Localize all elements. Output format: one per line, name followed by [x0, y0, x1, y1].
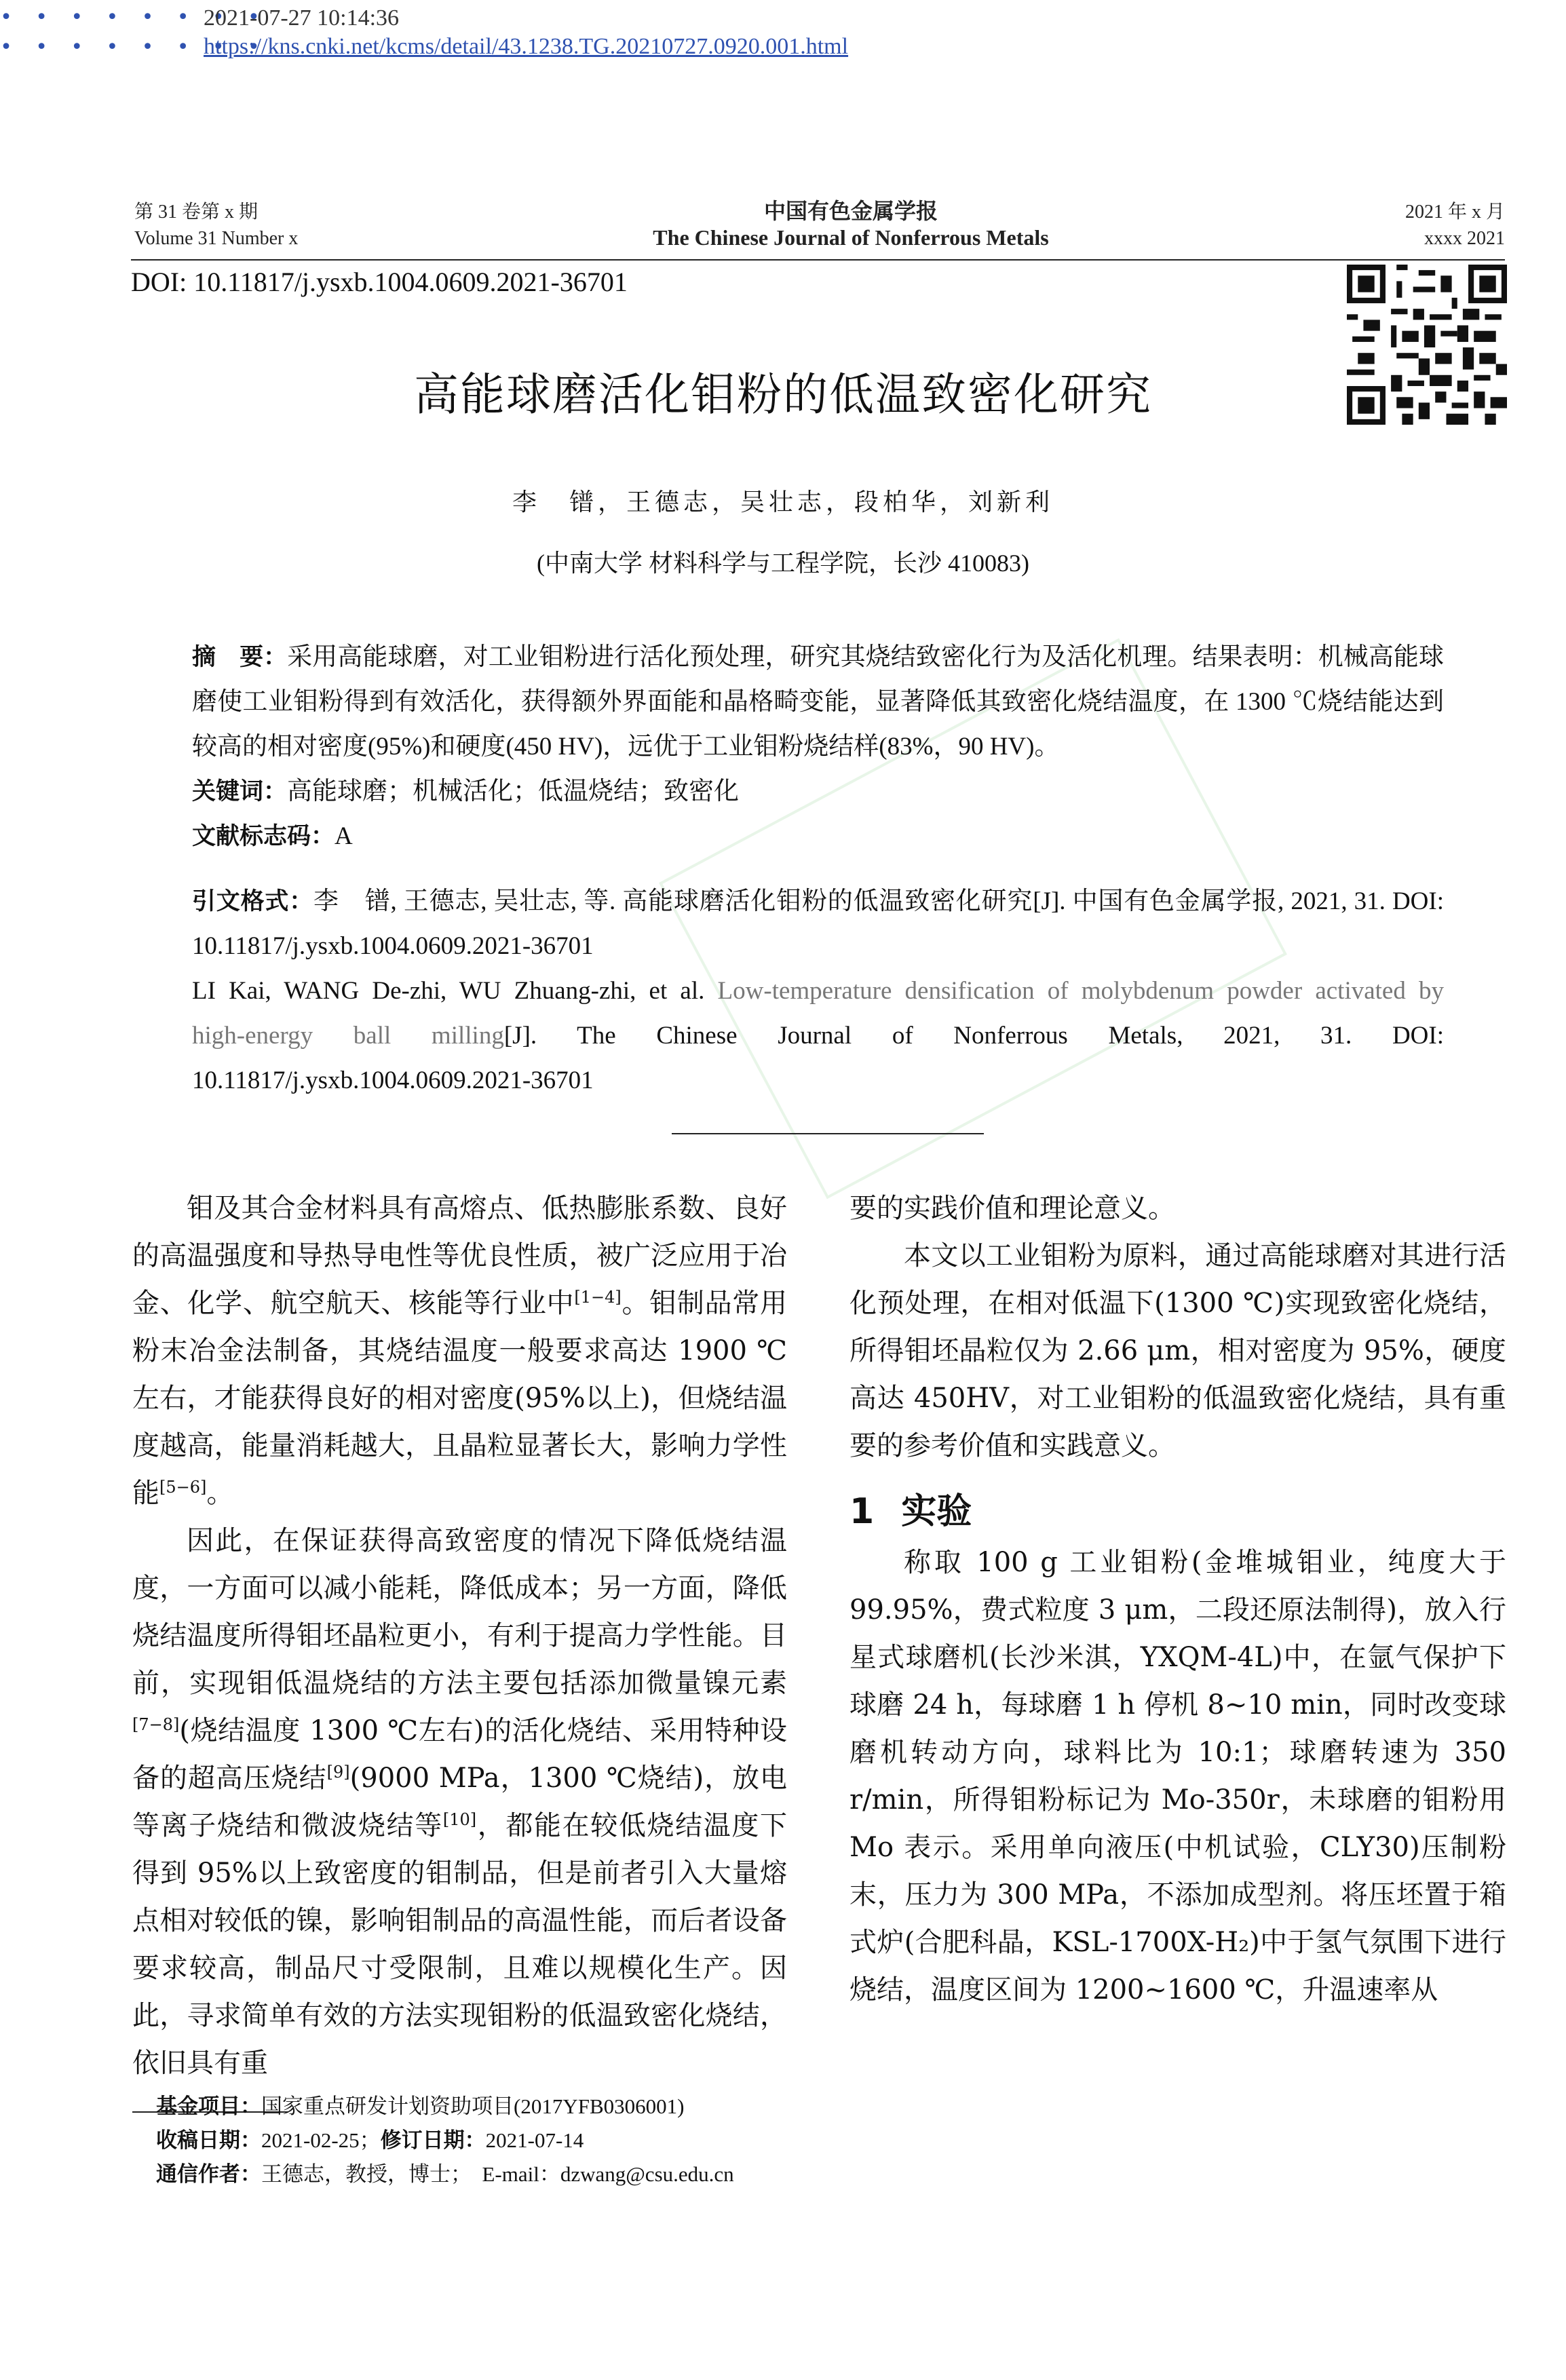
doccode: A [335, 822, 353, 850]
abstract-separator [672, 1133, 984, 1134]
left-paragraph-1 [132, 1185, 787, 1517]
left-p1-text-c: 。 [206, 1478, 234, 1509]
fund-label: 基金项目： [156, 2094, 261, 2119]
left-p2-text-d: ，都能在较低烧结温度下得到 95%以上致密度的钼制品，但是前者引入大量熔点相对较低的镍，影响钼制品的高温性能，而后者设备要求较高，制品尺寸受限制，且难以规模化生产。因此，寻求简单有效的方法实现钼粉的低温致密化烧结，依旧具有重 [132, 1810, 788, 2079]
left-p2-text-b: (烧结温度 1300 ℃左右)的活化烧结、采用特种设备的超高压烧结 [132, 1715, 787, 1794]
doi: DOI: 10.11817/j.ysxb.1004.0609.2021-36701 [131, 267, 628, 297]
abstract [192, 635, 1444, 1103]
section-heading [849, 1484, 1506, 1539]
citation-en-title-b: high-energy ball milling [192, 1022, 504, 1050]
left-p2-text-c: (9000 MPa，1300 ℃烧结)，放电等离子烧结和微波烧结等 [132, 1763, 788, 1841]
body-left-column [132, 1185, 787, 2087]
header-volume-en: Volume 31 Number x [134, 228, 299, 249]
stamp-datetime: 2021-07-27 10:14:36 [204, 5, 400, 31]
authors: 李 镨，王德志，吴壮志，段柏华，刘新利 [512, 488, 1054, 516]
dates-line [156, 2124, 1106, 2157]
doccode-label: 文献标志码： [192, 823, 335, 850]
stamp-dots-top: • • • • • • • • [0, 5, 265, 29]
ref-7-8[interactable]: [7−8] [132, 1715, 180, 1734]
header-journal-en: The Chinese Journal of Nonferrous Metals [653, 225, 1049, 250]
ref-10[interactable]: [10] [442, 1810, 477, 1829]
section-number: 1 [849, 1491, 875, 1532]
fund-line [156, 2090, 1106, 2124]
header-journal-cn: 中国有色金属学报 [763, 198, 938, 224]
body-right-column [849, 1185, 1506, 2014]
ref-1-4[interactable]: [1−4] [574, 1288, 622, 1307]
keywords: 高能球磨；机械活化；低温烧结；致密化 [287, 778, 740, 805]
right-paragraph-1: 本文以工业钼粉为原料，通过高能球磨对其进行活化预处理，在相对低温下(1300 ℃)实现致密化烧结，所得钼坯晶粒仅为 2.66 μm，相对密度为 95%，硬度高达 450HV，对工业钼粉的低温致密化烧结，具有重要的参考价值和实践意义。 [849, 1240, 1506, 1461]
header-volume-cn: 第 31 卷第 x 期 [134, 201, 259, 223]
stamp-url-link[interactable]: https://kns.cnki.net/kcms/detail/43.1238.TG.20210727.0920.001.html [204, 34, 849, 59]
abstract-label: 摘 要： [192, 644, 288, 671]
left-paragraph-2 [132, 1517, 787, 2087]
left-p1-text-a: 钼及其合金材料具有高熔点、低热膨胀系数、良好的高温强度和导热导电性等优良性质，被广泛应用于冶金、化学、航空航天、核能等行业中 [132, 1193, 787, 1319]
left-p1-text-b: 。钼制品常用粉末冶金法制备，其烧结温度一般要求高达 1900 ℃左右，才能获得良好的相对密度(95%以上)，但烧结温度越高，能量消耗越大，且晶粒显著长大，影响力学性能 [132, 1288, 788, 1509]
ref-9[interactable]: [9] [326, 1763, 350, 1782]
revised-label: 修订日期： [380, 2128, 486, 2153]
citation-cn [192, 879, 1444, 969]
ref-5-6[interactable]: [5−6] [159, 1478, 207, 1497]
citation-en-title-a: Low-temperature densification of molybdenum powder activated by [717, 977, 1445, 1005]
doccode-line [192, 814, 1444, 859]
corresponding-label: 通信作者： [156, 2162, 261, 2187]
left-p2-text-a: 因此，在保证获得高致密度的情况下降低烧结温度，一方面可以减小能耗，降低成本；另一方面，降低烧结温度所得钼坯晶粒更小，有利于提高力学性能。目前，实现钼低温烧结的方法主要包括添加微量镍元素 [132, 1525, 787, 1699]
received-label: 收稿日期： [156, 2128, 261, 2153]
paper-title: 高能球磨活化钼粉的低温致密化研究 [414, 368, 1152, 421]
citation-cn-text: 李 镨, 王德志, 吴壮志, 等. 高能球磨活化钼粉的低温致密化研究[J]. 中国有色金属学报, 2021, 31. DOI: 10.11817/j.ysxb.1004.0609.2021-36701 [192, 887, 1444, 960]
header-date-en: xxxx 2021 [1424, 228, 1505, 249]
header-date-cn: 2021 年 x 月 [1405, 201, 1505, 223]
fund-text: 国家重点研发计划资助项目(2017YFB0306001) [261, 2094, 685, 2118]
header-rule [131, 259, 1505, 261]
footnote [156, 2090, 1106, 2191]
citation-en-line3: 10.11817/j.ysxb.1004.0609.2021-36701 [192, 1067, 594, 1094]
abstract-text: 采用高能球磨，对工业钼粉进行活化预处理，研究其烧结致密化行为及活化机理。结果表明：机械高能球磨使工业钼粉得到有效活化，获得额外界面能和晶格畸变能，显著降低其致密化烧结温度，在 1300 ℃烧结能达到较高的相对密度(95%)和硬度(450 HV)，远优于工业钼粉烧结样(83%，90 HV)。 [192, 643, 1444, 761]
revised-date: 2021-07-14 [485, 2128, 584, 2152]
right-paragraph-2: 称取 100 g 工业钼粉(金堆城钼业，纯度大于 99.95%，费式粒度 3 μm，二段还原法制得)，放入行星式球磨机(长沙米淇，YXQM-4L)中，在氩气保护下球磨 24 h，每球磨 1 h 停机 8~10 min，同时改变球磨机转动方向，球料比为 10:1；球磨转速为 350 r/min，所得钼粉标记为 Mo-350r，未球磨的钼粉用 Mo 表示。采用单向液压(中机试验，CLY30)压制粉末，压力为 300 MPa，不添加成型剂。将压坯置于箱式炉(合肥科晶，KSL-1700X-H₂)中于氢气氛围下进行烧结，温度区间为 1200~1600 ℃，升温速率从 [849, 1547, 1506, 2005]
received-date: 2021-02-25； [261, 2128, 381, 2152]
corresponding-author: 王德志，教授，博士； E-mail：dzwang@csu.edu.cn [261, 2162, 734, 2186]
affiliation: (中南大学 材料科学与工程学院，长沙 410083) [537, 550, 1029, 577]
keywords-label: 关键词： [192, 778, 288, 805]
citation-label: 引文格式： [192, 888, 314, 915]
corresponding-line [156, 2157, 1106, 2191]
citation-en-line1 [192, 969, 1444, 1014]
stamp-dots-bottom: • • • • • • • • [0, 35, 265, 59]
citation-en-authors: LI Kai, WANG De-zhi, WU Zhuang-zhi, et al. [192, 977, 718, 1005]
abstract-paragraph [192, 635, 1444, 769]
citation-en-line2 [192, 1014, 1444, 1058]
citation-en-rest: [J]. The Chinese Journal of Nonferrous Metals, 2021, 31. DOI: [503, 1022, 1445, 1050]
section-title: 实验 [901, 1491, 972, 1532]
right-paragraph-0: 要的实践价值和理论意义。 [849, 1193, 1175, 1224]
keywords-line [192, 769, 1444, 814]
